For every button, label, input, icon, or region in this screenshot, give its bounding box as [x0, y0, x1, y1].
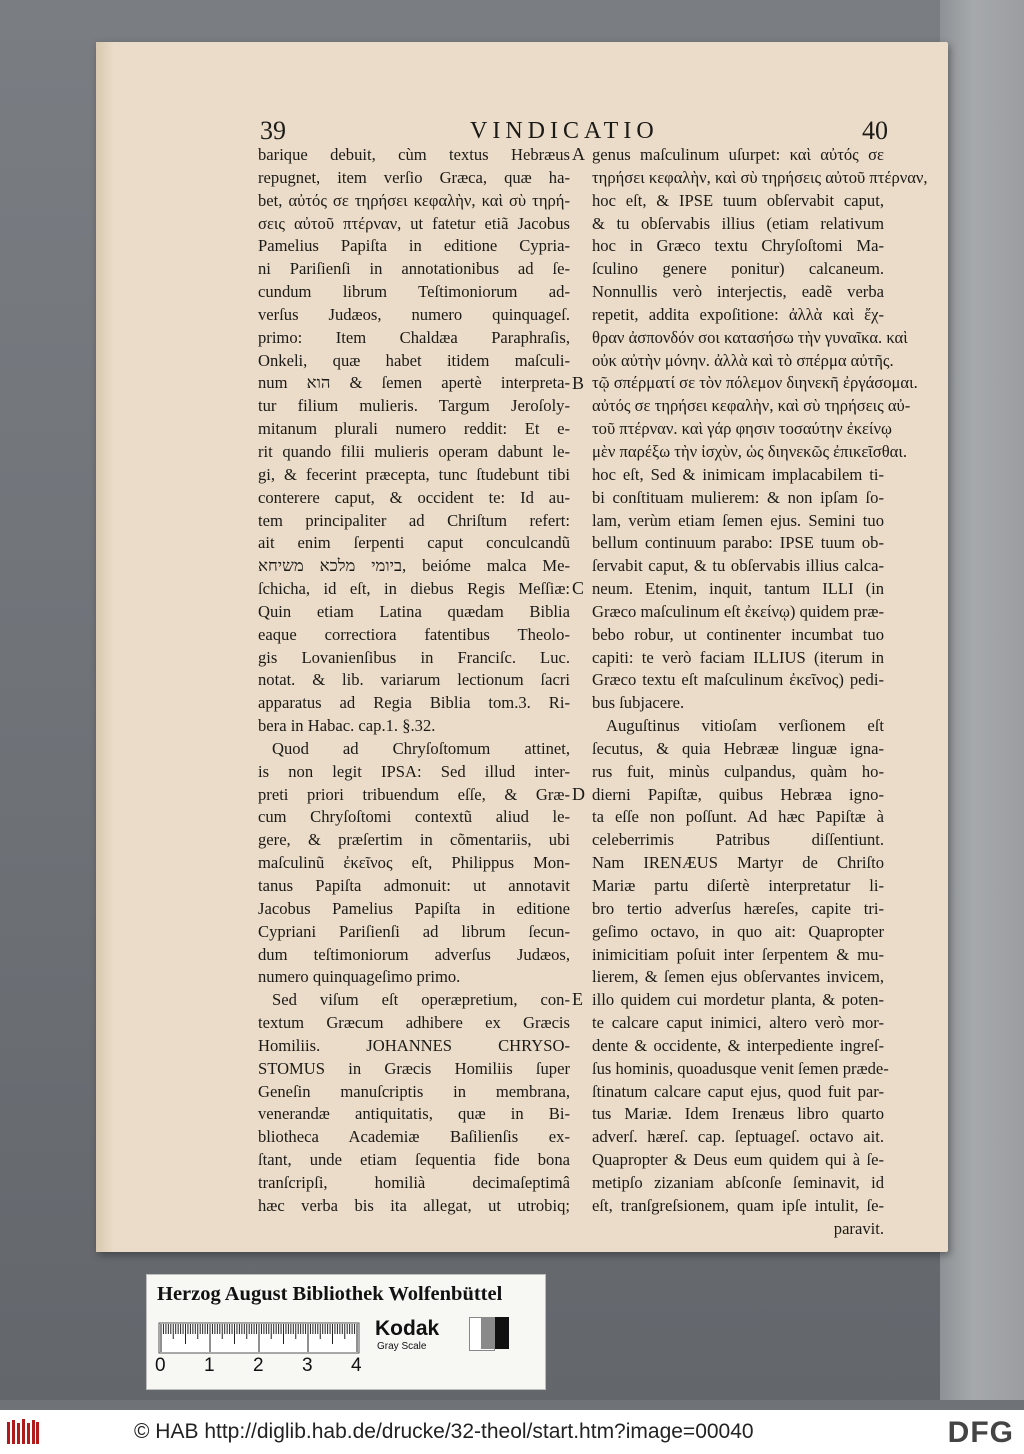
text-line: ta eſſe non poſſunt. Ad hæc Papiſtæ à — [592, 807, 884, 827]
text-line: tus Mariæ. Idem Irenæus libro quarto — [592, 1104, 884, 1124]
text-line: mitanum plurali numero reddit: Et e- — [258, 419, 570, 439]
text-line: ſculino genere ponitur) calcaneum. — [592, 259, 884, 279]
text-line: adverſ. hæreſ. cap. ſeptuageſ. octavo ait. — [592, 1127, 884, 1147]
next-page-edge — [940, 0, 1024, 1400]
text-line: Onkeli, quæ habet itidem maſculi- — [258, 350, 570, 370]
text-line: paravit. — [833, 1218, 884, 1238]
text-line: Auguſtinus vitioſam verſionem eſt — [606, 716, 884, 736]
text-line: tur filium mulieris. Targum Jeroſoly- — [258, 396, 570, 416]
text-line: dierni Papiſtæ, quibus Hebræa igno- — [592, 784, 884, 804]
left-text-column — [258, 144, 570, 1218]
text-line: inimicitiam poſuit inter ſerpentem & mu- — [592, 944, 884, 964]
text-line: maſculinũ ἐκεῖνος eſt, Philippus Mon- — [258, 853, 570, 873]
text-line: tem principaliter ad Chriſtum refert: — [258, 510, 570, 530]
library-color-card — [146, 1274, 546, 1390]
text-line: cundum librum Teſtimoniorum ad- — [258, 282, 570, 302]
copyright-url-link[interactable]: © HAB http://diglib.hab.de/drucke/32-theol/start.htm?image=00040 — [134, 1420, 754, 1443]
text-line: metipſo zizaniam abſconſe ſeminavit, id — [592, 1172, 884, 1192]
margin-letter: E — [572, 989, 583, 1010]
library-name: Herzog August Bibliothek Wolfenbüttel — [157, 1283, 503, 1305]
hab-logo-icon — [6, 1418, 40, 1446]
text-line: celeberrimis Patribus diſſentiunt. — [592, 830, 884, 850]
text-line: σεις αὐτοῦ πτέρναν, ut fatetur etiã Jacobus — [258, 213, 570, 233]
text-line: rit quando filii mulieris operam dabunt le- — [258, 441, 570, 461]
text-line: bus ſubjacere. — [592, 693, 685, 713]
text-line: verſus Judæos, numero quinquageſ. — [258, 304, 570, 324]
ruler-number: 2 — [253, 1355, 264, 1376]
ruler-scale — [159, 1321, 359, 1355]
ruler-number: 4 — [351, 1355, 362, 1376]
ruler-numbers — [147, 1355, 387, 1381]
text-line: num הוא & ſemen apertè interpreta- — [258, 373, 570, 393]
text-line: te calcare caput inimici, altero verò mor- — [592, 1013, 884, 1033]
margin-letter: C — [572, 578, 585, 599]
text-line: Geneſin manuſcriptis in membrana, — [258, 1081, 570, 1101]
text-line: illo quidem cui mordetur planta, & poten- — [592, 990, 884, 1010]
text-line: τῷ σπέρματί σε τὸν πόλεμον διηνεκῆ ἐργάσομαι. — [592, 373, 918, 393]
text-line: gere, & præſertim in cõmentariis, ubi — [258, 830, 570, 850]
text-line: cum Chryſoſtomi contextũ aliud le- — [258, 807, 570, 827]
text-line: Pamelius Papiſta in editione Cypria- — [258, 236, 570, 256]
text-line: repetit, addita expoſitione: ἀλλὰ καὶ ἔχ- — [592, 304, 884, 324]
text-line: lierem, & ſemen ejus obſervantes invicem, — [592, 967, 884, 987]
text-line: barique debuit, cùm textus Hebræus — [258, 145, 570, 164]
black-swatch — [495, 1317, 509, 1349]
text-line: conterere caput, & occident te: Id au- — [258, 487, 570, 507]
text-line: θραν ἀσπονδόν σοι κατασήσω τὴν γυναῖκα. καὶ — [592, 327, 908, 347]
text-line: ſtinatum calcare caput ejus, quod fuit par- — [592, 1081, 884, 1101]
text-line: capiti: te verò faciam ILLIUS (iterum in — [592, 647, 884, 667]
text-line: venerandæ antiquitatis, quæ in Bi- — [258, 1104, 570, 1124]
text-line: Mariæ partu diſertè interpretatur li- — [592, 876, 884, 895]
margin-letter: D — [572, 783, 585, 804]
text-line: ni Pariſienſi in annotationibus ad ſe- — [258, 259, 570, 279]
text-line: dum teſtimoniorum adverſus Judæos, — [258, 944, 570, 964]
text-line: primo: Item Chaldæa Paraphraſis, — [258, 327, 570, 347]
text-line: τοῦ πτέρναν. καὶ γάρ φησιν τοσαύτην ἐκείνῳ — [592, 419, 892, 439]
margin-letter: B — [572, 372, 585, 393]
text-line: hoc in Græco textu Chryſoſtomi Ma- — [592, 236, 884, 256]
text-line: gi, & fecerint præcepta, tunc ſtudebunt tibi — [258, 464, 570, 484]
margin-letter: A — [572, 144, 585, 164]
text-line: bliotheca Academiæ Baſilienſis ex- — [258, 1127, 570, 1147]
text-line: lam, verùm etiam ſemen ejus. Semini tuo — [592, 510, 884, 530]
text-line: geſimo octavo, in quo ait: Quapropter — [592, 921, 884, 941]
running-title: VINDICATIO — [470, 118, 659, 144]
dfg-logo: DFG — [947, 1416, 1014, 1449]
text-line: Homiliis. JOHANNES CHRYSO- — [258, 1035, 570, 1055]
text-line: Nam IRENÆUS Martyr de Chriſto — [592, 853, 884, 873]
text-line: hoc eſt, & IPSE tuum obſervabit caput, — [592, 190, 884, 210]
text-line: Nonnullis verò interjectis, eadẽ verba — [592, 282, 884, 302]
text-line: Græco textu eſt maſculinum ἐκεῖνος) pedi- — [592, 670, 884, 690]
text-line: ſervabit caput, & tu obſervabis illius calca- — [592, 556, 884, 576]
text-line: tanus Papiſta admonuit: ut annotavit — [258, 876, 570, 895]
text-line: ait enim ſerpenti caput conculcandũ — [258, 533, 570, 553]
text-line: οὐκ αὐτὴν μόνην. ἀλλὰ καὶ τὸ σπέρμα αὐτῆς. — [592, 350, 894, 370]
text-line: Quin etiam Latina quædam Biblia — [258, 601, 570, 621]
text-line: Græco maſculinum eſt ἐκείνῳ) quidem præ- — [592, 601, 884, 621]
text-line: textum Græcum adhibere ex Græcis — [258, 1013, 570, 1033]
gray-swatch — [481, 1317, 495, 1349]
ruler-number: 1 — [204, 1355, 215, 1376]
text-line: bellum continuum parabo: IPSE tuum ob- — [592, 533, 884, 553]
ruler-number: 0 — [155, 1355, 166, 1376]
text-line: Quapropter & Deus eum quidem qui à ſe- — [592, 1150, 884, 1170]
kodak-logo: Kodak — [375, 1317, 440, 1340]
text-line: ביומי מלכא משיחא, beióme malca Me- — [258, 556, 570, 576]
text-line: notat. & lib. variarum lectionum ſacri — [258, 670, 570, 690]
gray-scale-label: Gray Scale — [377, 1341, 427, 1352]
text-line: is non legit IPSA: Sed illud inter- — [258, 761, 570, 781]
text-line: Jacobus Pamelius Papiſta in editione — [258, 898, 570, 918]
text-line: τηρήσει κεφαλὴν, καὶ σὺ τηρήσεις αὐτοῦ πτέρναν, — [592, 167, 928, 187]
ruler-number: 3 — [302, 1355, 313, 1376]
text-line: Cypriani Pariſienſi ad librum ſecun- — [258, 921, 570, 941]
text-line: ſecutus, & quia Hebrææ linguæ igna- — [592, 738, 884, 758]
text-line: genus maſculinum uſurpet: καὶ αὐτός σε — [592, 145, 884, 164]
text-line: tranſcripſi, homilià decimaſeptimâ — [258, 1172, 570, 1192]
text-line: ſchicha, id eſt, in diebus Regis Meſſiæ: — [258, 579, 570, 599]
text-line: bebo robur, ut continenter incumbat tuo — [592, 624, 884, 644]
text-line: bera in Habac. cap.1. §.32. — [258, 716, 436, 736]
text-line: repugnet, item verſio Græca, quæ ha- — [258, 167, 570, 187]
right-text-column — [592, 144, 928, 1241]
text-line: ſus hominis, quoadusque venit ſemen præde- — [592, 1058, 889, 1078]
text-line: preti priori tribuendum eſſe, & Græ- — [258, 784, 570, 804]
text-line: Quod ad Chryſoſtomum attinet, — [272, 738, 570, 758]
text-line: bro tertio adverſus hæreſes, capite tri- — [592, 898, 884, 918]
text-line: gis Lovanienſibus in Franciſc. Luc. — [258, 647, 570, 667]
page-number-left: 39 — [260, 116, 286, 145]
text-line: neum. Etenim, inquit, tantum ILLI (in — [592, 579, 884, 599]
footer-bar — [0, 1410, 1024, 1454]
text-line: Sed viſum eſt operæpretium, con- — [272, 990, 570, 1010]
text-line: bi conſtituam mulierem: & non ipſam ſo- — [592, 487, 884, 507]
text-line: rus fuit, minùs culpandus, quàm ho- — [592, 761, 884, 781]
text-line: dente & occidente, & interpediente ingreſ- — [592, 1035, 884, 1055]
text-line: eaque correctiora fatentibus Theolo- — [258, 624, 570, 644]
text-line: bet, αὐτός σε τηρήσει κεφαλὴν, καὶ σὺ τηρή- — [258, 190, 570, 210]
text-line: hæc verba bis ita allegat, ut utrobiq; — [258, 1195, 570, 1215]
text-line: apparatus ad Regia Biblia tom.3. Ri- — [258, 693, 570, 713]
text-line: μὲν παρέξω τὴν ἰσχὺν, ὡς διηνεκῶς ἐπικεῖσθαι. — [592, 441, 907, 461]
text-line: hoc eſt, Sed & inimicam implacabilem ti- — [592, 464, 884, 484]
text-line: & tu obſervabis illius (etiam relativum — [592, 213, 884, 233]
page-gutter-shadow — [96, 42, 114, 1252]
page-number-right: 40 — [862, 116, 888, 145]
text-line: eſt, tranſgreſsionem, quam ipſe intulit, ſe- — [592, 1195, 884, 1215]
text-line: STOMUS in Græcis Homiliis ſuper — [258, 1058, 570, 1078]
text-line: αὐτός σε τηρήσει κεφαλὴν, καὶ σὺ τηρήσεις αὐ- — [592, 396, 911, 416]
text-line: numero quinquageſimo primo. — [258, 967, 461, 987]
text-line: ſtant, unde etiam ſequentia fide bona — [258, 1150, 570, 1170]
